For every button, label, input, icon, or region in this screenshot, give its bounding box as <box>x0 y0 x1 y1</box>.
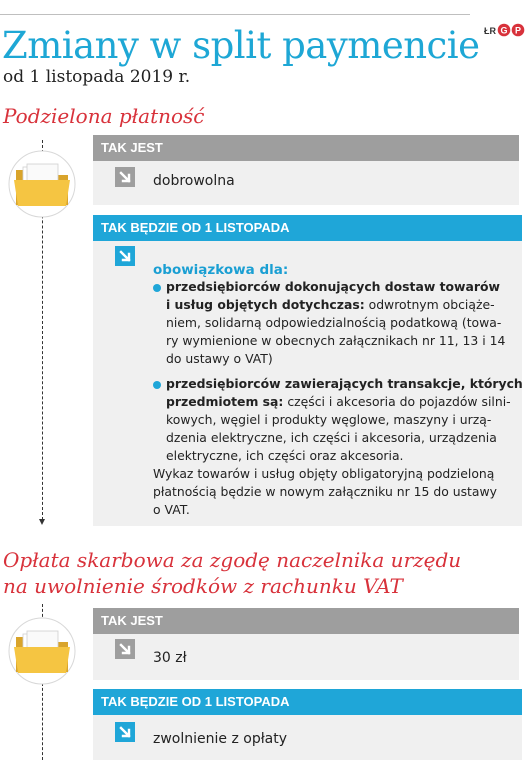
bullet-text: niem, solidarną odpowiedzialnością podatkową (towa- <box>166 315 502 330</box>
section-title-split-payment: Podzielona płatność <box>3 104 205 128</box>
annex-note <box>153 465 497 519</box>
bullet-bold: przedmiotem są: <box>166 394 284 409</box>
arrow-down-right-icon <box>115 167 135 187</box>
bullet-dot <box>153 381 161 389</box>
note-line: płatnością będzie w nowym załączniku nr 15 do ustawy <box>153 484 497 499</box>
folder-icon <box>6 150 78 218</box>
bullet-bold: przedsiębiorców dokonujących dostaw towarów <box>166 279 500 294</box>
note-line: Wykaz towarów i usług objęty obligatoryjną podzieloną <box>153 466 495 481</box>
section-title-line: Opłata skarbowa za zgodę naczelnika urzędu <box>3 548 462 572</box>
gp-logo <box>497 23 525 37</box>
page-title: Zmiany w split paymencie <box>2 24 480 67</box>
page-subtitle: od 1 listopada 2019 r. <box>3 67 191 87</box>
logo-letter-p: P <box>514 25 522 36</box>
bullet-dot <box>153 284 161 292</box>
arrow-down-right-icon <box>115 722 135 742</box>
note-line: o VAT. <box>153 502 190 517</box>
arrow-down-right-icon <box>115 639 135 659</box>
bullet-text: kowych, węgiel i produkty węglowe, maszyny i urzą- <box>166 412 492 427</box>
bullet-text: części i akcesoria do pojazdów silni- <box>283 394 511 409</box>
folder-icon <box>6 617 78 685</box>
timeline-arrow-icon <box>39 519 45 525</box>
status-bar-current: TAK JEST <box>93 608 519 634</box>
logo-letter-g: G <box>500 25 508 36</box>
bullet-item <box>166 278 505 368</box>
bullet-text: elektryczne, ich części oraz akcesoria. <box>166 448 404 463</box>
section-title-line: na uwolnienie środków z rachunku VAT <box>3 574 403 598</box>
bullet-text: odwrotnym obciąże- <box>364 297 495 312</box>
bullet-bold: i usług objętych dotychczas: <box>166 297 365 312</box>
status-bar-current: TAK JEST <box>93 135 519 161</box>
current-value: dobrowolna <box>153 173 235 189</box>
bullet-item <box>166 375 523 465</box>
status-bar-future: TAK BĘDZIE OD 1 LISTOPADA <box>93 215 522 241</box>
bullet-text: dzenia elektryczne, ich części i akcesoria, urządzenia <box>166 430 497 445</box>
future-value: zwolnienie z opłaty <box>153 731 288 747</box>
bullet-bold: przedsiębiorców zawierających transakcje, których <box>166 376 523 391</box>
section-title-stamp-duty <box>3 547 461 599</box>
bullet-text: ry wymienione w obecnych załącznikach nr 11, 13 i 14 <box>166 333 506 348</box>
current-value: 30 zł <box>153 650 187 666</box>
top-rule <box>0 14 470 15</box>
status-bar-future: TAK BĘDZIE OD 1 LISTOPADA <box>93 689 522 715</box>
mandatory-heading: obowiązkowa dla: <box>153 262 289 278</box>
author-credit: ŁR <box>484 26 496 36</box>
arrow-down-right-icon <box>115 246 135 266</box>
bullet-text: do ustawy o VAT) <box>166 351 273 366</box>
